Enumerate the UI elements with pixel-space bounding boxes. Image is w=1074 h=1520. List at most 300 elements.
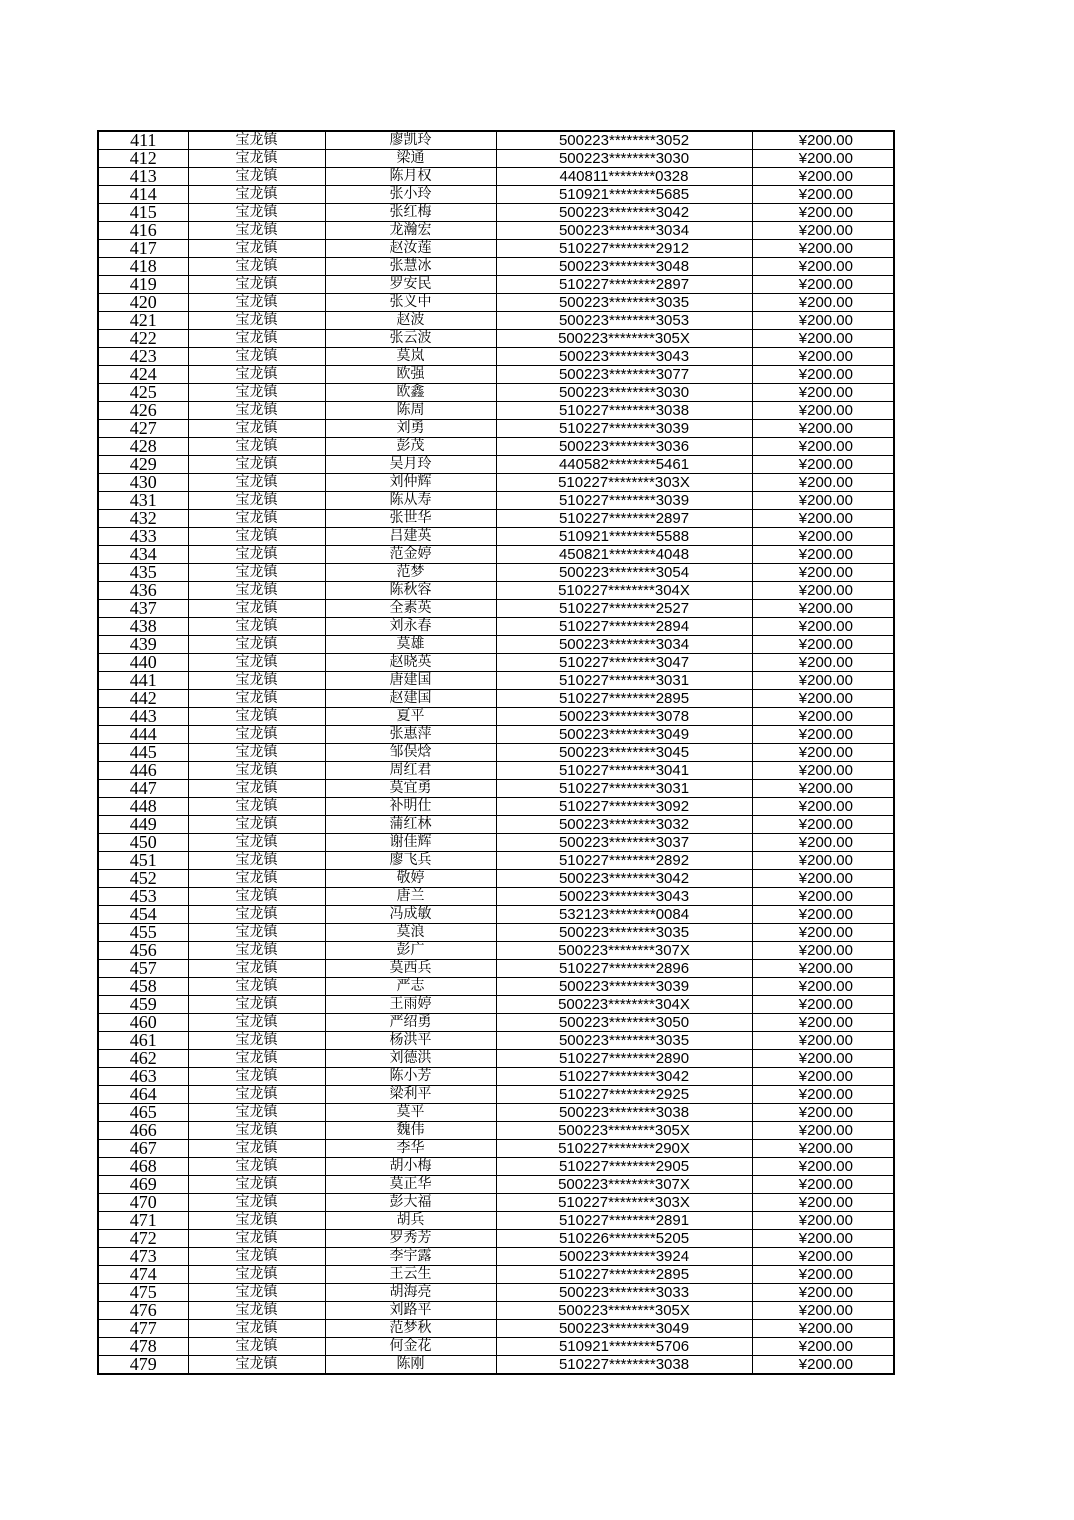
amount-cell: ¥200.00 (752, 402, 894, 420)
town-cell: 宝龙镇 (188, 546, 325, 564)
table-row (98, 690, 894, 708)
table-row (98, 744, 894, 762)
name-cell: 陈小芳 (325, 1068, 496, 1086)
table-row (98, 168, 894, 186)
amount-cell: ¥200.00 (752, 186, 894, 204)
id-number-cell: 450821********4048 (496, 546, 752, 564)
table-row (98, 582, 894, 600)
table-row (98, 240, 894, 258)
amount-cell: ¥200.00 (752, 420, 894, 438)
town-cell: 宝龙镇 (188, 870, 325, 888)
table-row (98, 258, 894, 276)
id-number-cell: 500223********3054 (496, 564, 752, 582)
table-row (98, 204, 894, 222)
name-cell: 夏平 (325, 708, 496, 726)
town-cell: 宝龙镇 (188, 420, 325, 438)
town-cell: 宝龙镇 (188, 1140, 325, 1158)
id-number-cell: 500223********3042 (496, 870, 752, 888)
name-cell: 欧鑫 (325, 384, 496, 402)
id-number-cell: 510227********3042 (496, 1068, 752, 1086)
name-cell: 张慧冰 (325, 258, 496, 276)
table-row (98, 276, 894, 294)
amount-cell: ¥200.00 (752, 204, 894, 222)
amount-cell: ¥200.00 (752, 636, 894, 654)
table-row (98, 474, 894, 492)
name-cell: 莫浪 (325, 924, 496, 942)
table-row (98, 546, 894, 564)
name-cell: 唐兰 (325, 888, 496, 906)
amount-cell: ¥200.00 (752, 438, 894, 456)
id-number-cell: 510227********2897 (496, 510, 752, 528)
id-number-cell: 500223********3924 (496, 1248, 752, 1266)
row-number: 419 (98, 276, 188, 294)
amount-cell: ¥200.00 (752, 654, 894, 672)
row-number: 413 (98, 168, 188, 186)
row-number: 445 (98, 744, 188, 762)
town-cell: 宝龙镇 (188, 672, 325, 690)
town-cell: 宝龙镇 (188, 258, 325, 276)
town-cell: 宝龙镇 (188, 131, 325, 150)
town-cell: 宝龙镇 (188, 366, 325, 384)
name-cell: 范梦 (325, 564, 496, 582)
row-number: 447 (98, 780, 188, 798)
row-number: 440 (98, 654, 188, 672)
town-cell: 宝龙镇 (188, 942, 325, 960)
town-cell: 宝龙镇 (188, 1248, 325, 1266)
amount-cell: ¥200.00 (752, 1104, 894, 1122)
amount-cell: ¥200.00 (752, 312, 894, 330)
row-number: 460 (98, 1014, 188, 1032)
id-number-cell: 510227********3031 (496, 672, 752, 690)
row-number: 458 (98, 978, 188, 996)
amount-cell: ¥200.00 (752, 1194, 894, 1212)
row-number: 456 (98, 942, 188, 960)
town-cell: 宝龙镇 (188, 834, 325, 852)
table-row (98, 672, 894, 690)
id-number-cell: 532123********0084 (496, 906, 752, 924)
amount-cell: ¥200.00 (752, 1158, 894, 1176)
row-number: 465 (98, 1104, 188, 1122)
id-number-cell: 510227********2895 (496, 1266, 752, 1284)
table-row (98, 600, 894, 618)
row-number: 432 (98, 510, 188, 528)
name-cell: 何金花 (325, 1338, 496, 1356)
town-cell: 宝龙镇 (188, 312, 325, 330)
town-cell: 宝龙镇 (188, 1284, 325, 1302)
town-cell: 宝龙镇 (188, 1014, 325, 1032)
amount-cell: ¥200.00 (752, 582, 894, 600)
id-number-cell: 510227********2895 (496, 690, 752, 708)
name-cell: 廖飞兵 (325, 852, 496, 870)
id-number-cell: 500223********3078 (496, 708, 752, 726)
town-cell: 宝龙镇 (188, 1194, 325, 1212)
row-number: 421 (98, 312, 188, 330)
id-number-cell: 510921********5685 (496, 186, 752, 204)
table-row (98, 564, 894, 582)
amount-cell: ¥200.00 (752, 708, 894, 726)
town-cell: 宝龙镇 (188, 186, 325, 204)
name-cell: 全素英 (325, 600, 496, 618)
table-row (98, 438, 894, 456)
id-number-cell: 440811********0328 (496, 168, 752, 186)
table-row (98, 312, 894, 330)
amount-cell: ¥200.00 (752, 258, 894, 276)
town-cell: 宝龙镇 (188, 1122, 325, 1140)
name-cell: 彭广 (325, 942, 496, 960)
amount-cell: ¥200.00 (752, 150, 894, 168)
id-number-cell: 510227********2925 (496, 1086, 752, 1104)
id-number-cell: 510921********5588 (496, 528, 752, 546)
name-cell: 欧强 (325, 366, 496, 384)
amount-cell: ¥200.00 (752, 384, 894, 402)
id-number-cell: 500223********3034 (496, 636, 752, 654)
town-cell: 宝龙镇 (188, 1050, 325, 1068)
id-number-cell: 440582********5461 (496, 456, 752, 474)
table-row (98, 1356, 894, 1375)
row-number: 420 (98, 294, 188, 312)
id-number-cell: 500223********3030 (496, 384, 752, 402)
id-number-cell: 500223********3048 (496, 258, 752, 276)
row-number: 459 (98, 996, 188, 1014)
amount-cell: ¥200.00 (752, 474, 894, 492)
id-number-cell: 510227********2527 (496, 600, 752, 618)
table-row (98, 330, 894, 348)
row-number: 434 (98, 546, 188, 564)
name-cell: 杨洪平 (325, 1032, 496, 1050)
town-cell: 宝龙镇 (188, 1302, 325, 1320)
id-number-cell: 500223********3050 (496, 1014, 752, 1032)
table-row (98, 1176, 894, 1194)
town-cell: 宝龙镇 (188, 348, 325, 366)
id-number-cell: 510227********303X (496, 474, 752, 492)
table-row (98, 1212, 894, 1230)
row-number: 429 (98, 456, 188, 474)
id-number-cell: 510227********303X (496, 1194, 752, 1212)
table-row (98, 186, 894, 204)
name-cell: 陈秋容 (325, 582, 496, 600)
name-cell: 莫雄 (325, 636, 496, 654)
name-cell: 张云波 (325, 330, 496, 348)
id-number-cell: 510227********3047 (496, 654, 752, 672)
row-number: 422 (98, 330, 188, 348)
table-row (98, 1266, 894, 1284)
town-cell: 宝龙镇 (188, 438, 325, 456)
name-cell: 刘路平 (325, 1302, 496, 1320)
amount-cell: ¥200.00 (752, 131, 894, 150)
id-number-cell: 510227********3038 (496, 1356, 752, 1375)
town-cell: 宝龙镇 (188, 816, 325, 834)
table-row (98, 1284, 894, 1302)
row-number: 426 (98, 402, 188, 420)
amount-cell: ¥200.00 (752, 780, 894, 798)
name-cell: 周红君 (325, 762, 496, 780)
town-cell: 宝龙镇 (188, 150, 325, 168)
name-cell: 赵汝莲 (325, 240, 496, 258)
amount-cell: ¥200.00 (752, 276, 894, 294)
table-row (98, 798, 894, 816)
table-row (98, 510, 894, 528)
name-cell: 胡海亮 (325, 1284, 496, 1302)
name-cell: 彭大福 (325, 1194, 496, 1212)
amount-cell: ¥200.00 (752, 168, 894, 186)
town-cell: 宝龙镇 (188, 1104, 325, 1122)
amount-cell: ¥200.00 (752, 240, 894, 258)
id-number-cell: 510227********2905 (496, 1158, 752, 1176)
town-cell: 宝龙镇 (188, 960, 325, 978)
table-row (98, 1050, 894, 1068)
id-number-cell: 510227********290X (496, 1140, 752, 1158)
row-number: 472 (98, 1230, 188, 1248)
name-cell: 刘勇 (325, 420, 496, 438)
amount-cell: ¥200.00 (752, 492, 894, 510)
row-number: 471 (98, 1212, 188, 1230)
table-row (98, 1248, 894, 1266)
row-number: 411 (98, 131, 188, 150)
town-cell: 宝龙镇 (188, 492, 325, 510)
town-cell: 宝龙镇 (188, 1212, 325, 1230)
amount-cell: ¥200.00 (752, 1320, 894, 1338)
town-cell: 宝龙镇 (188, 1068, 325, 1086)
name-cell: 彭茂 (325, 438, 496, 456)
table-row (98, 420, 894, 438)
name-cell: 陈月权 (325, 168, 496, 186)
amount-cell: ¥200.00 (752, 222, 894, 240)
name-cell: 张小玲 (325, 186, 496, 204)
roster-table-body (98, 131, 894, 1374)
id-number-cell: 510227********3092 (496, 798, 752, 816)
amount-cell: ¥200.00 (752, 672, 894, 690)
id-number-cell: 500223********3042 (496, 204, 752, 222)
table-row (98, 1104, 894, 1122)
amount-cell: ¥200.00 (752, 366, 894, 384)
table-row (98, 1122, 894, 1140)
row-number: 453 (98, 888, 188, 906)
table-row (98, 1302, 894, 1320)
town-cell: 宝龙镇 (188, 456, 325, 474)
name-cell: 敬婷 (325, 870, 496, 888)
row-number: 457 (98, 960, 188, 978)
town-cell: 宝龙镇 (188, 708, 325, 726)
id-number-cell: 500223********3036 (496, 438, 752, 456)
row-number: 474 (98, 1266, 188, 1284)
id-number-cell: 510227********2890 (496, 1050, 752, 1068)
table-row (98, 366, 894, 384)
table-row (98, 978, 894, 996)
amount-cell: ¥200.00 (752, 744, 894, 762)
name-cell: 蒲红林 (325, 816, 496, 834)
row-number: 423 (98, 348, 188, 366)
amount-cell: ¥200.00 (752, 996, 894, 1014)
row-number: 451 (98, 852, 188, 870)
row-number: 414 (98, 186, 188, 204)
table-row (98, 1338, 894, 1356)
town-cell: 宝龙镇 (188, 654, 325, 672)
amount-cell: ¥200.00 (752, 456, 894, 474)
name-cell: 范梦秋 (325, 1320, 496, 1338)
town-cell: 宝龙镇 (188, 1032, 325, 1050)
town-cell: 宝龙镇 (188, 978, 325, 996)
name-cell: 李华 (325, 1140, 496, 1158)
name-cell: 谢佳辉 (325, 834, 496, 852)
amount-cell: ¥200.00 (752, 852, 894, 870)
table-row (98, 384, 894, 402)
id-number-cell: 500223********3033 (496, 1284, 752, 1302)
row-number: 418 (98, 258, 188, 276)
row-number: 437 (98, 600, 188, 618)
row-number: 452 (98, 870, 188, 888)
name-cell: 吕建英 (325, 528, 496, 546)
row-number: 478 (98, 1338, 188, 1356)
town-cell: 宝龙镇 (188, 330, 325, 348)
row-number: 415 (98, 204, 188, 222)
row-number: 455 (98, 924, 188, 942)
town-cell: 宝龙镇 (188, 924, 325, 942)
town-cell: 宝龙镇 (188, 996, 325, 1014)
name-cell: 张世华 (325, 510, 496, 528)
table-row (98, 780, 894, 798)
amount-cell: ¥200.00 (752, 960, 894, 978)
row-number: 439 (98, 636, 188, 654)
name-cell: 张红梅 (325, 204, 496, 222)
row-number: 427 (98, 420, 188, 438)
id-number-cell: 510227********2891 (496, 1212, 752, 1230)
town-cell: 宝龙镇 (188, 780, 325, 798)
town-cell: 宝龙镇 (188, 690, 325, 708)
table-row (98, 924, 894, 942)
amount-cell: ¥200.00 (752, 528, 894, 546)
id-number-cell: 500223********3053 (496, 312, 752, 330)
amount-cell: ¥200.00 (752, 1086, 894, 1104)
amount-cell: ¥200.00 (752, 1356, 894, 1375)
amount-cell: ¥200.00 (752, 1140, 894, 1158)
row-number: 450 (98, 834, 188, 852)
amount-cell: ¥200.00 (752, 1212, 894, 1230)
name-cell: 张义中 (325, 294, 496, 312)
name-cell: 范金婷 (325, 546, 496, 564)
row-number: 442 (98, 690, 188, 708)
name-cell: 刘德洪 (325, 1050, 496, 1068)
row-number: 430 (98, 474, 188, 492)
id-number-cell: 500223********3039 (496, 978, 752, 996)
table-row (98, 708, 894, 726)
amount-cell: ¥200.00 (752, 906, 894, 924)
amount-cell: ¥200.00 (752, 816, 894, 834)
row-number: 449 (98, 816, 188, 834)
town-cell: 宝龙镇 (188, 582, 325, 600)
town-cell: 宝龙镇 (188, 798, 325, 816)
id-number-cell: 500223********3030 (496, 150, 752, 168)
table-row (98, 1158, 894, 1176)
table-row (98, 1140, 894, 1158)
name-cell: 张惠萍 (325, 726, 496, 744)
id-number-cell: 500223********305X (496, 330, 752, 348)
amount-cell: ¥200.00 (752, 1032, 894, 1050)
table-row (98, 888, 894, 906)
table-row (98, 816, 894, 834)
id-number-cell: 500223********3034 (496, 222, 752, 240)
name-cell: 梁通 (325, 150, 496, 168)
id-number-cell: 510227********2897 (496, 276, 752, 294)
id-number-cell: 500223********3032 (496, 816, 752, 834)
row-number: 463 (98, 1068, 188, 1086)
amount-cell: ¥200.00 (752, 726, 894, 744)
table-row (98, 1230, 894, 1248)
amount-cell: ¥200.00 (752, 1122, 894, 1140)
name-cell: 赵晓英 (325, 654, 496, 672)
id-number-cell: 510227********3031 (496, 780, 752, 798)
amount-cell: ¥200.00 (752, 1266, 894, 1284)
row-number: 476 (98, 1302, 188, 1320)
name-cell: 陈刚 (325, 1356, 496, 1375)
id-number-cell: 500223********3035 (496, 924, 752, 942)
amount-cell: ¥200.00 (752, 870, 894, 888)
row-number: 469 (98, 1176, 188, 1194)
name-cell: 刘永春 (325, 618, 496, 636)
row-number: 444 (98, 726, 188, 744)
amount-cell: ¥200.00 (752, 942, 894, 960)
table-row (98, 528, 894, 546)
name-cell: 龙瀚宏 (325, 222, 496, 240)
table-row (98, 222, 894, 240)
town-cell: 宝龙镇 (188, 726, 325, 744)
table-row (98, 1086, 894, 1104)
row-number: 464 (98, 1086, 188, 1104)
name-cell: 罗安民 (325, 276, 496, 294)
id-number-cell: 510227********3039 (496, 420, 752, 438)
table-row (98, 402, 894, 420)
name-cell: 胡小梅 (325, 1158, 496, 1176)
table-row (98, 131, 894, 150)
amount-cell: ¥200.00 (752, 888, 894, 906)
town-cell: 宝龙镇 (188, 618, 325, 636)
table-row (98, 456, 894, 474)
town-cell: 宝龙镇 (188, 294, 325, 312)
row-number: 475 (98, 1284, 188, 1302)
town-cell: 宝龙镇 (188, 204, 325, 222)
town-cell: 宝龙镇 (188, 636, 325, 654)
table-row (98, 762, 894, 780)
row-number: 436 (98, 582, 188, 600)
amount-cell: ¥200.00 (752, 834, 894, 852)
town-cell: 宝龙镇 (188, 1356, 325, 1375)
amount-cell: ¥200.00 (752, 330, 894, 348)
id-number-cell: 500223********3043 (496, 348, 752, 366)
id-number-cell: 510227********2894 (496, 618, 752, 636)
town-cell: 宝龙镇 (188, 1176, 325, 1194)
id-number-cell: 500223********307X (496, 942, 752, 960)
table-row (98, 996, 894, 1014)
id-number-cell: 510921********5706 (496, 1338, 752, 1356)
table-row (98, 906, 894, 924)
amount-cell: ¥200.00 (752, 546, 894, 564)
table-row (98, 1032, 894, 1050)
id-number-cell: 510227********2892 (496, 852, 752, 870)
amount-cell: ¥200.00 (752, 1284, 894, 1302)
row-number: 424 (98, 366, 188, 384)
table-row (98, 654, 894, 672)
amount-cell: ¥200.00 (752, 1338, 894, 1356)
id-number-cell: 500223********3043 (496, 888, 752, 906)
town-cell: 宝龙镇 (188, 564, 325, 582)
table-row (98, 294, 894, 312)
roster-sheet (97, 130, 893, 1375)
table-row (98, 150, 894, 168)
id-number-cell: 500223********3049 (496, 726, 752, 744)
row-number: 433 (98, 528, 188, 546)
id-number-cell: 500223********3035 (496, 294, 752, 312)
row-number: 461 (98, 1032, 188, 1050)
amount-cell: ¥200.00 (752, 1050, 894, 1068)
